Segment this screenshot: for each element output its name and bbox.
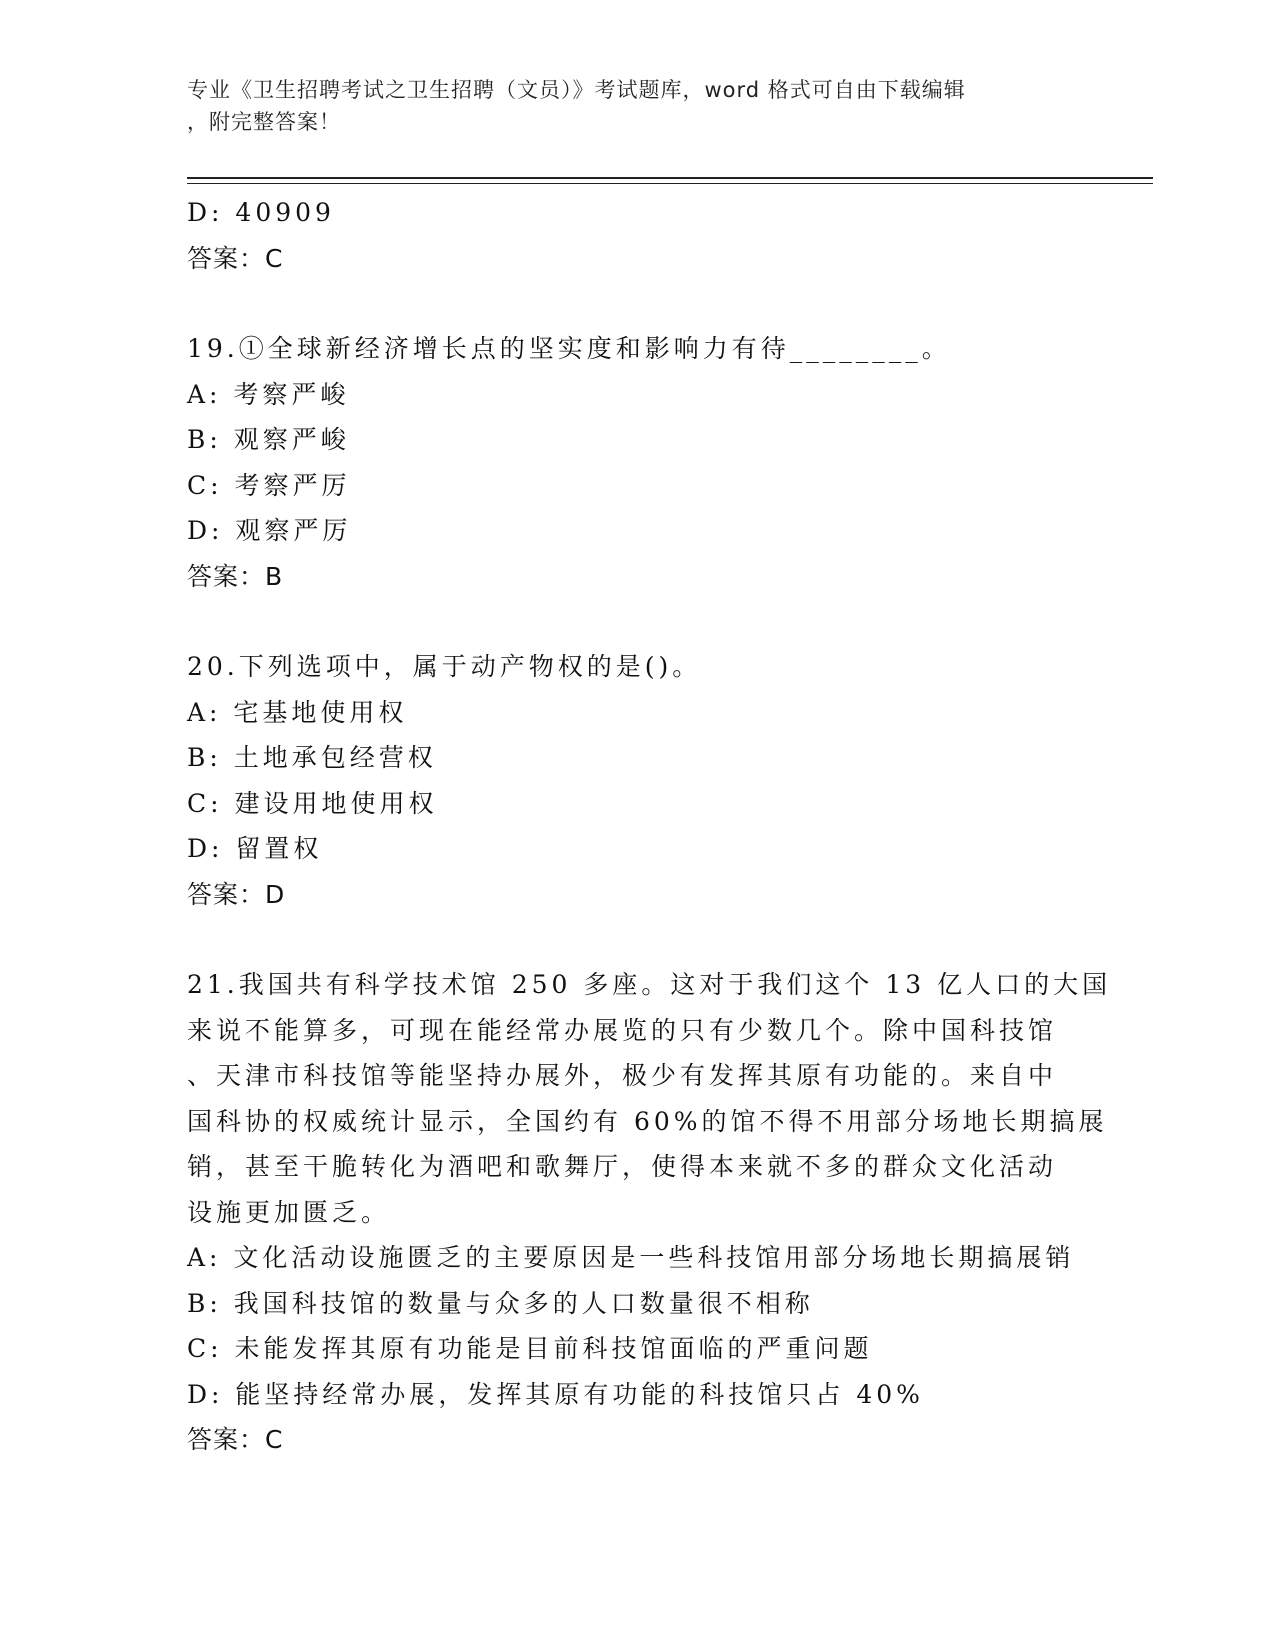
option-d: D: 观察严厉 <box>187 516 352 545</box>
option-d: D: 40909 <box>187 198 335 227</box>
answer-line: 答案：C <box>187 243 284 273</box>
question-stem-line: 销，甚至干脆转化为酒吧和歌舞厅，使得本来就不多的群众文化活动 <box>187 1152 1058 1181</box>
spacer <box>187 281 1087 326</box>
header-line-1: 专业《卫生招聘考试之卫生招聘（文员）》考试题库，word 格式可自由下载编辑 <box>187 78 966 102</box>
question-stem: 20.下列选项中，属于动产物权的是()。 <box>187 652 702 681</box>
header-line-2: ，附完整答案！ <box>187 110 341 134</box>
spacer <box>187 917 1087 962</box>
question-stem-line: 国科协的权威统计显示，全国约有 60%的馆不得不用部分场地长期搞展 <box>187 1106 1108 1136</box>
option-a: A: 宅基地使用权 <box>187 697 408 727</box>
previous-question-tail <box>187 190 1087 281</box>
header-divider-thin <box>187 183 1153 184</box>
document-header <box>187 74 1067 138</box>
question-stem: 19.①全球新经济增长点的坚实度和影响力有待________。 <box>187 334 951 363</box>
question-stem-line: 、天津市科技馆等能坚持办展外，极少有发挥其原有功能的。来自中 <box>187 1061 1058 1090</box>
question-21 <box>187 962 1112 1463</box>
question-stem-line: 来说不能算多，可现在能经常办展览的只有少数几个。除中国科技馆 <box>187 1015 1058 1045</box>
option-d: D: 能坚持经常办展，发挥其原有功能的科技馆只占 40% <box>187 1379 924 1409</box>
option-c: C: 未能发挥其原有功能是目前科技馆面临的严重问题 <box>187 1334 873 1363</box>
question-stem-line: 21.我国共有科学技术馆 250 多座。这对于我们这个 13 亿人口的大国 <box>187 970 1112 999</box>
question-stem-line: 设施更加匮乏。 <box>187 1197 391 1227</box>
question-19 <box>187 326 1087 599</box>
option-c: C: 建设用地使用权 <box>187 788 438 818</box>
option-b: B: 土地承包经营权 <box>187 743 437 772</box>
option-c: C: 考察严厉 <box>187 470 351 500</box>
answer-line: 答案：B <box>187 561 284 591</box>
header-divider-thick <box>187 177 1153 179</box>
answer-line: 答案：D <box>187 879 286 909</box>
document-body <box>187 190 1112 1463</box>
option-d: D: 留置权 <box>187 834 323 863</box>
question-20 <box>187 644 1087 917</box>
option-b: B: 观察严峻 <box>187 425 350 454</box>
option-a: A: 考察严峻 <box>187 379 350 409</box>
spacer <box>187 599 1087 644</box>
option-a: A: 文化活动设施匮乏的主要原因是一些科技馆用部分场地长期搞展销 <box>187 1243 1075 1272</box>
answer-line: 答案：C <box>187 1425 284 1454</box>
option-b: B: 我国科技馆的数量与众多的人口数量很不相称 <box>187 1288 814 1318</box>
